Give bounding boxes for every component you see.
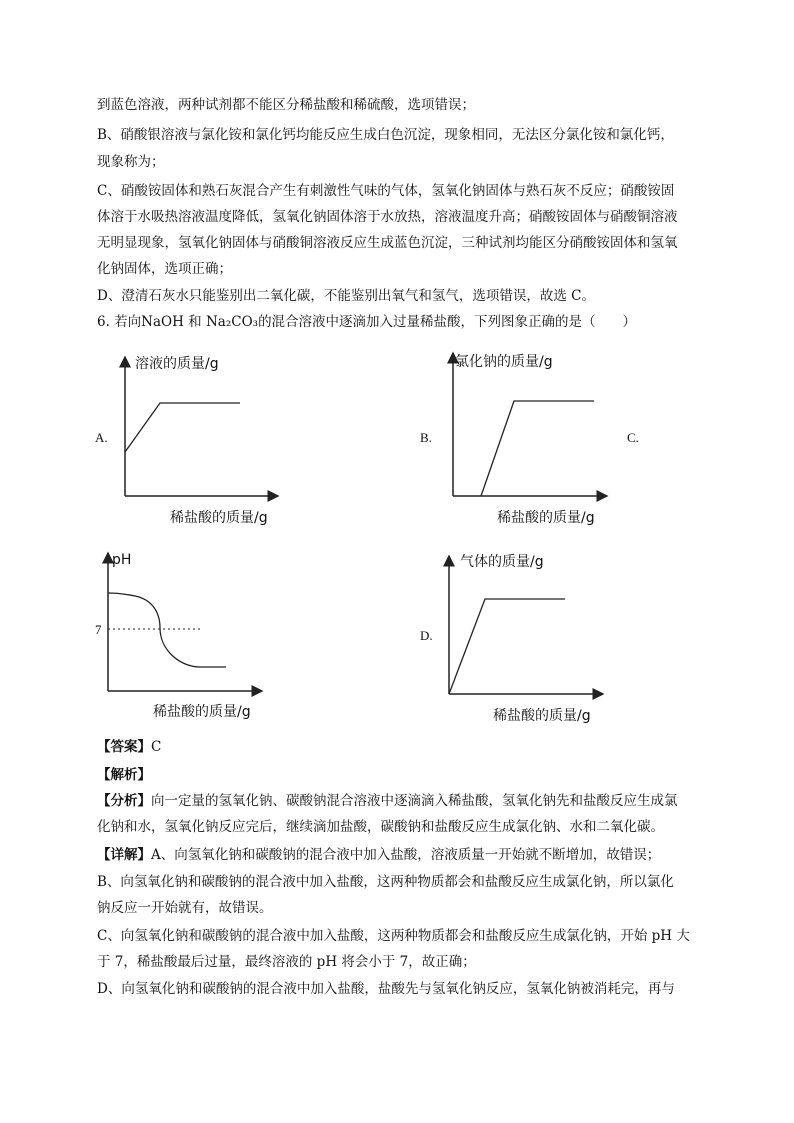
graph-b-option: B.: [420, 430, 432, 445]
formula-naoh: NaOH: [141, 314, 184, 330]
graph-c-xlabel: 稀盐酸的质量/g: [153, 704, 251, 720]
graph-c-curve: [108, 593, 226, 667]
graph-b-xlabel: 稀盐酸的质量/g: [497, 510, 595, 526]
question-mid: 和: [183, 314, 206, 330]
graph-c: [95, 552, 262, 720]
text-line: 现象称为；: [97, 154, 165, 170]
xiangjie-line-4: C、向氢氧化钠和碳酸钠的混合液中加入盐酸，这两种物质都会和盐酸反应生成氯化钠，开始 pH 大: [97, 928, 690, 944]
graph-d-option: D.: [420, 628, 433, 643]
ph-7-tick: 7: [95, 622, 102, 637]
graph-d-curve: [449, 599, 565, 694]
text-line: 无明显现象，氢氧化钠固体与硝酸铜溶液反应生成蓝色沉淀，三种试剂均能区分硝酸铵固体和氢氧: [97, 235, 678, 251]
text-line: 到蓝色溶液，两种试剂都不能区分稀盐酸和稀硫酸，选项错误；: [97, 97, 475, 113]
fenxi-tag: 【分析】: [97, 793, 151, 809]
xiangjie-line-5: 于 7，稀盐酸最后过量，最终溶液的 pH 将会小于 7，故正确；: [97, 954, 476, 970]
text-line: D、澄清石灰水只能鉴别出二氧化碳，不能鉴别出氧气和氢气，选项错误，故选 C。: [97, 288, 595, 304]
text-line: C、硝酸铵固体和熟石灰混合产生有刺激性气味的气体，氢氧化钠固体与熟石灰不反应；硝酸铵固: [97, 183, 675, 199]
fenxi-text-1: 向一定量的氢氧化钠、碳酸钠混合溶液中逐滴滴入稀盐酸，氢氧化钠先和盐酸反应生成氯: [151, 793, 678, 809]
graph-a: [95, 355, 278, 526]
formula-na2co3: Na₂CO₃: [205, 314, 259, 330]
fenxi-line-1: [97, 792, 678, 810]
question-prefix: 6. 若向: [97, 314, 142, 330]
graph-d: [420, 553, 603, 724]
text-line: 体溶于水吸热溶液温度降低，氢氧化钠固体溶于水放热，溶液温度升高；硝酸铵固体与硝酸铜溶液: [97, 209, 678, 225]
answer-line: [97, 738, 161, 756]
xiangjie-line-2: B、向氢氧化钠和碳酸钠的混合液中加入盐酸，这两种物质都会和盐酸反应生成氯化钠，所以氯化: [97, 874, 674, 890]
graph-a-xlabel: 稀盐酸的质量/g: [170, 510, 268, 526]
text-line: B、硝酸银溶液与氯化铵和氯化钙均能反应生成白色沉淀，现象相同，无法区分氯化铵和氯化钙，: [97, 127, 674, 143]
graph-a-option: A.: [95, 430, 108, 445]
question-suffix: 的混合溶液中逐滴加入过量稀盐酸，下列图象正确的是（ ）: [258, 314, 637, 330]
graph-b-ylabel: 氯化钠的质量/g: [455, 354, 553, 370]
graph-a-ylabel: 溶液的质量/g: [135, 356, 219, 372]
graph-b: [420, 353, 639, 526]
graph-d-xlabel: 稀盐酸的质量/g: [493, 708, 591, 724]
graph-c-ylabel: pH: [112, 552, 132, 568]
graph-a-curve: [125, 403, 240, 452]
answer-tag: 【答案】: [97, 739, 151, 755]
xiangjie-text-1: A、向氢氧化钠和碳酸钠的混合液中加入盐酸，溶液质量一开始就不断增加，故错误；: [151, 847, 661, 863]
xiangjie-tag: 【详解】: [97, 847, 151, 863]
graph-c-option: C.: [627, 430, 639, 445]
xiangjie-line-6: D、向氢氧化钠和碳酸钠的混合液中加入盐酸，盐酸先与氢氧化钠反应，氢氧化钠被消耗完，再与: [97, 981, 675, 997]
xiangjie-line-3: 钠反应一开始就有，故错误。: [97, 900, 273, 916]
xiangjie-line-1: [97, 846, 660, 864]
graph-d-ylabel: 气体的质量/g: [460, 554, 544, 570]
graph-b-curve: [481, 401, 594, 496]
fenxi-line-2: 化钠和水，氢氧化钠反应完后，继续滴加盐酸，碳酸钠和盐酸反应生成氯化钠、水和二氧化碳。: [97, 819, 664, 835]
analysis-title: 【解析】: [97, 767, 151, 783]
text-line: 化钠固体，选项正确；: [97, 261, 232, 277]
answer-value: C: [151, 739, 162, 755]
